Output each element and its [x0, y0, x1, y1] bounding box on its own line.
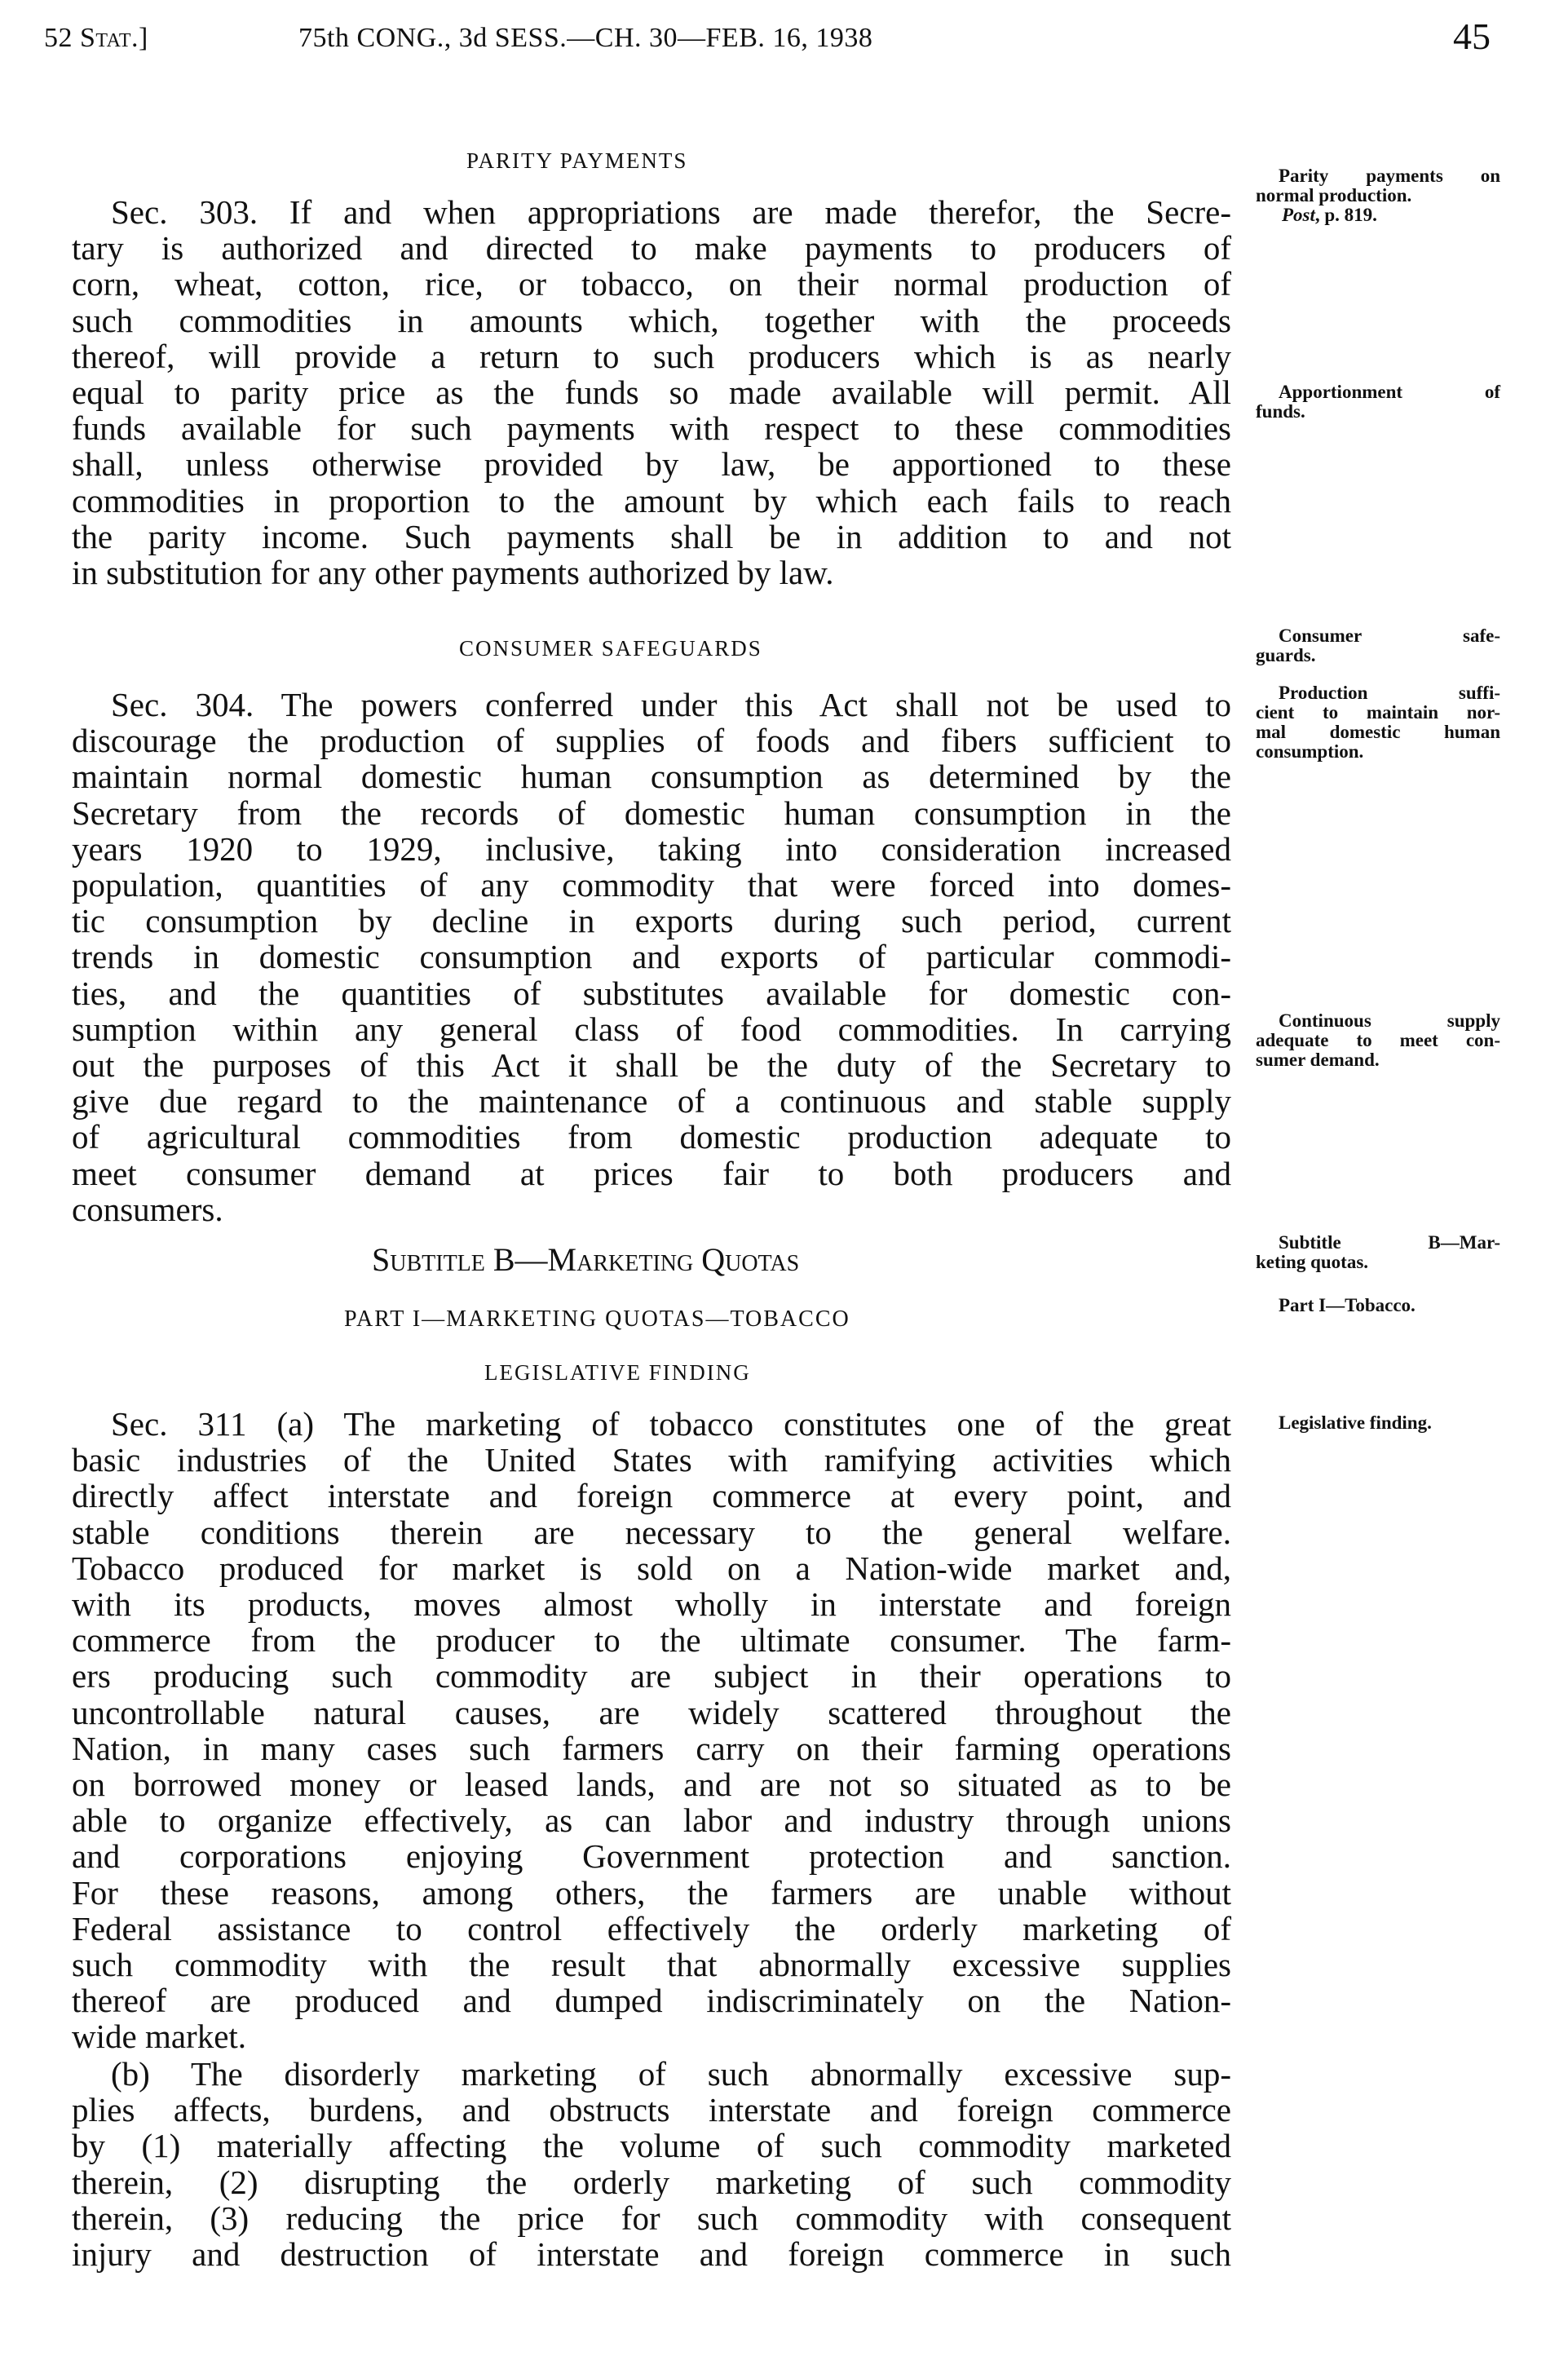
- section-heading-parity: PARITY PAYMENTS: [466, 148, 688, 173]
- text-line: by (1) materially affecting the volume of such commodity marketed: [72, 2127, 1231, 2165]
- text-line: Tobacco produced for market is sold on a Nation-wide market and,: [72, 1549, 1231, 1587]
- text-line: population, quantities of any commodity that were forced into domes-: [72, 866, 1231, 904]
- margin-note-line: Part I—Tobacco.: [1279, 1295, 1416, 1315]
- text-line: basic industries of the United States with ramifying activities which: [72, 1441, 1231, 1479]
- margin-note-line: mal domestic human: [1256, 722, 1500, 742]
- margin-note-line: keting quotas.: [1256, 1252, 1369, 1272]
- text-line: commerce from the producer to the ultimate consumer. The farm-: [72, 1621, 1231, 1660]
- text-line: stable conditions therein are necessary to the general welfare.: [72, 1513, 1231, 1551]
- margin-note-line: Apportionment of: [1279, 382, 1500, 402]
- text-line: thereof, will provide a return to such producers which is as nearly: [72, 337, 1231, 375]
- text-line: directly affect interstate and foreign commerce at every point, and: [72, 1477, 1231, 1515]
- text-line: able to organize effectively, as can labor and industry through unions: [72, 1801, 1231, 1840]
- text-line: thereof are produced and dumped indiscriminately on the Nation-: [72, 1982, 1231, 2020]
- margin-note-line: Continuous supply: [1279, 1010, 1500, 1031]
- text-line: tic consumption by decline in exports during such period, current: [72, 902, 1231, 940]
- text-line: in substitution for any other payments authorized by law.: [72, 554, 834, 591]
- text-line: meet consumer demand at prices fair to both producers and: [72, 1154, 1231, 1192]
- margin-note-line: Legislative finding.: [1279, 1412, 1432, 1433]
- margin-note-parity-payments: [1256, 166, 1500, 225]
- text-line: therein, (3) reducing the price for such commodity with consequent: [72, 2199, 1231, 2237]
- running-head-volume: [44, 23, 148, 54]
- margin-note-line: guards.: [1256, 645, 1316, 665]
- text-line: discourage the production of supplies of foods and fibers sufficient to: [72, 722, 1231, 760]
- text-line: on borrowed money or leased lands, and are not so situated as to be: [72, 1766, 1231, 1803]
- text-line: commodities in proportion to the amount by which each fails to reach: [72, 481, 1231, 519]
- text-line: injury and destruction of interstate and foreign commerce in such: [72, 2235, 1231, 2273]
- part-heading: PART I—MARKETING QUOTAS—TOBACCO: [344, 1306, 850, 1332]
- text-line: funds available for such payments with respect to these commodities: [72, 409, 1231, 448]
- margin-note-line: funds.: [1256, 401, 1305, 422]
- margin-note-production-sufficient: [1256, 683, 1500, 762]
- text-line: Sec. 304. The powers conferred under this Act shall not be used to: [111, 686, 1231, 723]
- text-line: trends in domestic consumption and exports of particular commodi-: [72, 938, 1231, 976]
- text-line: uncontrollable natural causes, are widely scattered throughout the: [72, 1693, 1231, 1731]
- margin-note-line: Parity payments on: [1279, 166, 1500, 186]
- text-line: (b) The disorderly marketing of such abnormally excessive sup-: [111, 2055, 1231, 2093]
- text-line: out the purposes of this Act it shall be the duty of the Secretary to: [72, 1046, 1231, 1084]
- page-number: 45: [1453, 15, 1491, 57]
- text-line: equal to parity price as the funds so made available will permit. All: [72, 373, 1231, 411]
- section-heading-legislative: LEGISLATIVE FINDING: [484, 1360, 751, 1385]
- text-line: shall, unless otherwise provided by law, be apportioned to these: [72, 445, 1231, 484]
- text-line: such commodities in amounts which, together with the proceeds: [72, 301, 1231, 339]
- text-line: of agricultural commodities from domestic production adequate to: [72, 1118, 1231, 1156]
- text-line: Sec. 303. If and when appropriations are made therefor, the Secre-: [111, 193, 1231, 231]
- text-line: consumers.: [72, 1190, 223, 1228]
- text-line: tary is authorized and directed to make payments to producers of: [72, 229, 1231, 267]
- margin-note-line: adequate to meet con-: [1256, 1030, 1500, 1050]
- text-line: wide market.: [72, 2018, 247, 2056]
- margin-note-line: consumption.: [1256, 741, 1364, 762]
- text-line: and corporations enjoying Government protection and sanction.: [72, 1837, 1231, 1876]
- text-line: Federal assistance to control effectively the orderly marketing of: [72, 1909, 1231, 1947]
- margin-note-apportionment: [1256, 382, 1500, 422]
- margin-note-line: cient to maintain nor-: [1256, 702, 1500, 723]
- text-line: For these reasons, among others, the farmers are unable without: [72, 1873, 1231, 1912]
- running-head: 75th CONG., 3d SESS.—CH. 30—FEB. 16, 1938: [298, 23, 873, 53]
- margin-note-subtitle-b: [1256, 1233, 1500, 1272]
- volume-label: Stat.]: [80, 23, 148, 53]
- text-line: corn, wheat, cotton, rice, or tobacco, on their normal production of: [72, 265, 1231, 303]
- text-line: the parity income. Such payments shall be in addition to and not: [72, 517, 1231, 555]
- text-line: maintain normal domestic human consumption as determined by the: [72, 758, 1231, 796]
- margin-note-line: normal production.: [1256, 185, 1412, 206]
- margin-note-line: sumer demand.: [1256, 1050, 1380, 1070]
- margin-note-part-one: [1256, 1296, 1500, 1315]
- margin-note-line: Consumer safe-: [1279, 625, 1500, 646]
- text-line: Nation, in many cases such farmers carry on their farming operations: [72, 1729, 1231, 1767]
- margin-note-continuous-supply: [1256, 1011, 1500, 1070]
- text-line: with its products, moves almost wholly in interstate and foreign: [72, 1585, 1231, 1623]
- text-line: plies affects, burdens, and obstructs interstate and foreign commerce: [72, 2091, 1231, 2129]
- volume-number: 52: [44, 23, 73, 53]
- text-line: therein, (2) disrupting the orderly marketing of such commodity: [72, 2163, 1231, 2201]
- text-line: ties, and the quantities of substitutes available for domestic con-: [72, 974, 1231, 1012]
- margin-note-consumer-safeguards: [1256, 626, 1500, 665]
- text-line: give due regard to the maintenance of a continuous and stable supply: [72, 1082, 1231, 1120]
- text-line: Secretary from the records of domestic human consumption in the: [72, 793, 1231, 832]
- text-line: Sec. 311 (a) The marketing of tobacco constitutes one of the great: [111, 1405, 1231, 1443]
- margin-note-cross-reference: Post, p. 819.: [1282, 205, 1377, 225]
- text-line: sumption within any general class of food commodities. In carrying: [72, 1010, 1231, 1048]
- margin-note-line: Subtitle B—Mar-: [1279, 1232, 1500, 1253]
- subtitle-heading: Subtitle B—Marketing Quotas: [372, 1241, 800, 1278]
- section-heading-consumer: CONSUMER SAFEGUARDS: [459, 636, 762, 661]
- text-line: years 1920 to 1929, inclusive, taking into consideration increased: [72, 829, 1231, 868]
- margin-note-legislative-finding: [1256, 1413, 1500, 1433]
- text-line: ers producing such commodity are subject in their operations to: [72, 1657, 1231, 1695]
- text-line: such commodity with the result that abnormally excessive supplies: [72, 1946, 1231, 1983]
- margin-note-line: Production suffi-: [1279, 683, 1500, 703]
